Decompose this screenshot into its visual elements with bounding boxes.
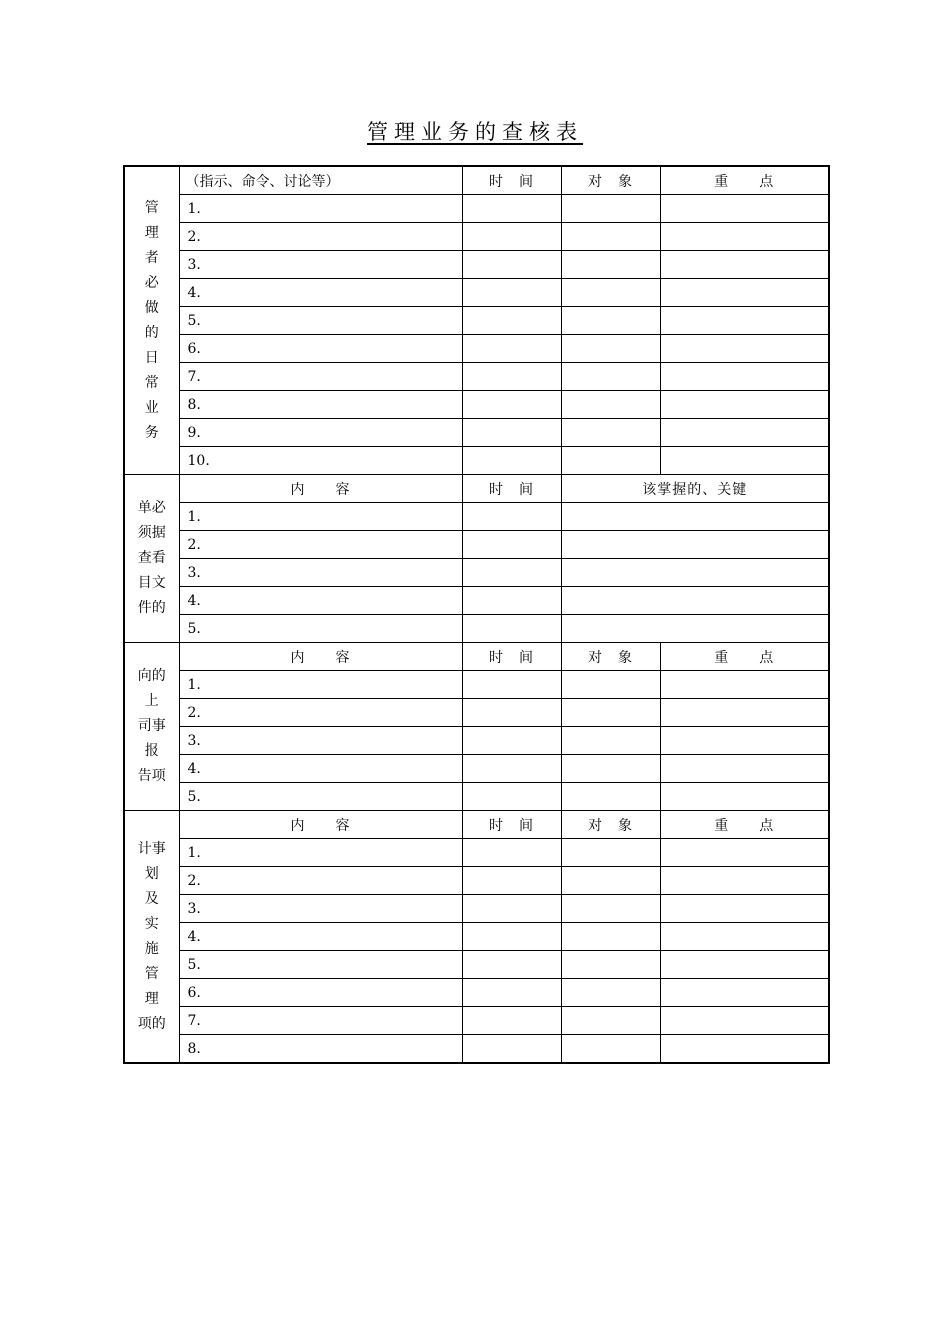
section-label-line: 日 <box>144 349 159 366</box>
table-row <box>124 839 829 867</box>
section-label-line: 者 <box>144 249 159 266</box>
target-cell[interactable] <box>561 727 660 755</box>
key-points-cell[interactable] <box>660 671 829 699</box>
target-cell[interactable] <box>561 363 660 391</box>
table-row <box>124 391 829 419</box>
table-row <box>124 1007 829 1035</box>
time-cell[interactable] <box>462 895 561 923</box>
target-cell[interactable] <box>561 1035 660 1064</box>
target-cell[interactable] <box>561 335 660 363</box>
target-cell[interactable] <box>561 895 660 923</box>
section-label-line: 及 <box>144 890 159 907</box>
time-cell[interactable] <box>462 783 561 811</box>
time-cell[interactable] <box>462 615 561 643</box>
time-cell[interactable] <box>462 335 561 363</box>
header-time: 时 间 <box>462 643 561 671</box>
time-cell[interactable] <box>462 727 561 755</box>
row-number[interactable]: 4. <box>179 755 462 783</box>
time-cell[interactable] <box>462 419 561 447</box>
row-number[interactable]: 1. <box>179 839 462 867</box>
table-row <box>124 783 829 811</box>
section-header-row <box>124 811 829 839</box>
row-number[interactable]: 2. <box>179 867 462 895</box>
key-points-cell[interactable] <box>561 587 829 615</box>
table-row <box>124 587 829 615</box>
key-points-cell[interactable] <box>660 895 829 923</box>
target-cell[interactable] <box>561 419 660 447</box>
section-label <box>124 643 179 811</box>
row-number[interactable]: 6. <box>179 335 462 363</box>
section-header-row <box>124 475 829 503</box>
row-number[interactable]: 2. <box>179 531 462 559</box>
target-cell[interactable] <box>561 447 660 475</box>
row-number[interactable]: 7. <box>179 363 462 391</box>
row-number[interactable]: 5. <box>179 783 462 811</box>
time-cell[interactable] <box>462 1035 561 1064</box>
section-label-line: 理 <box>144 224 159 241</box>
section-label-line: 计事 <box>137 840 166 857</box>
target-cell[interactable] <box>561 279 660 307</box>
section-label-line: 须据 <box>137 525 166 541</box>
section-label-line: 必 <box>144 274 159 291</box>
row-number[interactable]: 10. <box>179 447 462 475</box>
target-cell[interactable] <box>561 923 660 951</box>
row-number[interactable]: 5. <box>179 615 462 643</box>
section-label <box>124 166 179 475</box>
key-points-cell[interactable] <box>561 559 829 587</box>
section-label-line: 告项 <box>137 768 166 784</box>
table-row <box>124 727 829 755</box>
section-label-line: 施 <box>144 940 159 957</box>
table-row <box>124 895 829 923</box>
table-row <box>124 559 829 587</box>
target-cell[interactable] <box>561 251 660 279</box>
table-row <box>124 699 829 727</box>
section-label-line: 常 <box>144 374 159 391</box>
table-row <box>124 251 829 279</box>
key-points-cell[interactable] <box>660 419 829 447</box>
target-cell[interactable] <box>561 783 660 811</box>
key-points-cell[interactable] <box>660 727 829 755</box>
row-number[interactable]: 5. <box>179 307 462 335</box>
section-label-line: 业 <box>144 399 159 416</box>
row-number[interactable]: 5. <box>179 951 462 979</box>
header-time: 时 间 <box>462 811 561 839</box>
key-points-cell[interactable] <box>561 531 829 559</box>
section-label-line: 划 <box>144 865 159 882</box>
key-points-cell[interactable] <box>660 195 829 223</box>
section-label-line: 实 <box>144 915 159 932</box>
header-content: 内 容 <box>179 643 462 671</box>
header-key-points: 重 点 <box>660 166 829 195</box>
row-number[interactable]: 6. <box>179 979 462 1007</box>
table-row <box>124 363 829 391</box>
time-cell[interactable] <box>462 223 561 251</box>
time-cell[interactable] <box>462 587 561 615</box>
table-row <box>124 279 829 307</box>
key-points-cell[interactable] <box>660 251 829 279</box>
time-cell[interactable] <box>462 251 561 279</box>
section-label-line: 理 <box>144 990 159 1007</box>
table-row <box>124 531 829 559</box>
section-label-line: 做 <box>144 299 159 316</box>
table-row <box>124 755 829 783</box>
table-row <box>124 923 829 951</box>
key-points-cell[interactable] <box>660 979 829 1007</box>
time-cell[interactable] <box>462 979 561 1007</box>
row-number[interactable]: 3. <box>179 727 462 755</box>
row-number[interactable]: 1. <box>179 503 462 531</box>
section-label-line: 的 <box>144 324 159 341</box>
key-points-cell[interactable] <box>660 1035 829 1064</box>
time-cell[interactable] <box>462 867 561 895</box>
table-row <box>124 1035 829 1064</box>
header-time: 时 间 <box>462 475 561 503</box>
header-target: 对 象 <box>561 643 660 671</box>
table-row <box>124 979 829 1007</box>
time-cell[interactable] <box>462 755 561 783</box>
section-label-line: 向的 <box>137 668 166 684</box>
section-label-line: 单必 <box>137 500 166 516</box>
time-cell[interactable] <box>462 363 561 391</box>
table-row <box>124 671 829 699</box>
table-row <box>124 223 829 251</box>
time-cell[interactable] <box>462 699 561 727</box>
section-label <box>124 811 179 1064</box>
key-points-cell[interactable] <box>660 951 829 979</box>
time-cell[interactable] <box>462 951 561 979</box>
section-label <box>124 475 179 643</box>
header-key-points: 该掌握的、关键 <box>561 475 829 503</box>
table-row <box>124 335 829 363</box>
time-cell[interactable] <box>462 195 561 223</box>
key-points-cell[interactable] <box>660 783 829 811</box>
header-time: 时 间 <box>462 166 561 195</box>
time-cell[interactable] <box>462 1007 561 1035</box>
target-cell[interactable] <box>561 195 660 223</box>
header-content: 内 容 <box>179 811 462 839</box>
row-number[interactable]: 9. <box>179 419 462 447</box>
table-row <box>124 615 829 643</box>
table-row <box>124 951 829 979</box>
key-points-cell[interactable] <box>660 447 829 475</box>
table-row <box>124 867 829 895</box>
key-points-cell[interactable] <box>660 391 829 419</box>
time-cell[interactable] <box>462 279 561 307</box>
key-points-cell[interactable] <box>561 503 829 531</box>
table-row <box>124 307 829 335</box>
time-cell[interactable] <box>462 391 561 419</box>
row-number[interactable]: 2. <box>179 699 462 727</box>
key-points-cell[interactable] <box>660 223 829 251</box>
row-number[interactable]: 3. <box>179 559 462 587</box>
target-cell[interactable] <box>561 951 660 979</box>
time-cell[interactable] <box>462 923 561 951</box>
section-label-line: 件的 <box>137 600 166 616</box>
header-content: （指示、命令、讨论等） <box>179 166 462 195</box>
row-number[interactable]: 4. <box>179 587 462 615</box>
time-cell[interactable] <box>462 447 561 475</box>
row-number[interactable]: 4. <box>179 923 462 951</box>
key-points-cell[interactable] <box>660 307 829 335</box>
table-row <box>124 447 829 475</box>
header-key-points: 重 点 <box>660 811 829 839</box>
audit-table <box>123 165 830 1064</box>
section-label-line: 管 <box>144 965 159 982</box>
target-cell[interactable] <box>561 979 660 1007</box>
time-cell[interactable] <box>462 559 561 587</box>
section-label-line: 司事 <box>137 718 166 734</box>
row-number[interactable]: 2. <box>179 223 462 251</box>
section-label-line: 报 <box>144 743 159 759</box>
target-cell[interactable] <box>561 755 660 783</box>
section-label-line: 上 <box>144 693 159 709</box>
time-cell[interactable] <box>462 839 561 867</box>
key-points-cell[interactable] <box>660 335 829 363</box>
target-cell[interactable] <box>561 867 660 895</box>
table-row <box>124 419 829 447</box>
key-points-cell[interactable] <box>660 1007 829 1035</box>
section-label-line: 查看 <box>137 550 166 566</box>
key-points-cell[interactable] <box>660 839 829 867</box>
key-points-cell[interactable] <box>660 867 829 895</box>
row-number[interactable]: 3. <box>179 251 462 279</box>
target-cell[interactable] <box>561 1007 660 1035</box>
key-points-cell[interactable] <box>660 755 829 783</box>
target-cell[interactable] <box>561 223 660 251</box>
header-key-points: 重 点 <box>660 643 829 671</box>
time-cell[interactable] <box>462 671 561 699</box>
key-points-cell[interactable] <box>660 699 829 727</box>
key-points-cell[interactable] <box>660 923 829 951</box>
row-number[interactable]: 1. <box>179 671 462 699</box>
row-number[interactable]: 7. <box>179 1007 462 1035</box>
row-number[interactable]: 4. <box>179 279 462 307</box>
target-cell[interactable] <box>561 699 660 727</box>
time-cell[interactable] <box>462 503 561 531</box>
section-label-line: 目文 <box>137 575 166 591</box>
row-number[interactable]: 8. <box>179 1035 462 1064</box>
section-header-row <box>124 166 829 195</box>
row-number[interactable]: 8. <box>179 391 462 419</box>
row-number[interactable]: 1. <box>179 195 462 223</box>
target-cell[interactable] <box>561 307 660 335</box>
target-cell[interactable] <box>561 839 660 867</box>
section-label-line: 项的 <box>137 1015 166 1032</box>
row-number[interactable]: 3. <box>179 895 462 923</box>
header-target: 对 象 <box>561 166 660 195</box>
target-cell[interactable] <box>561 671 660 699</box>
header-content: 内 容 <box>179 475 462 503</box>
key-points-cell[interactable] <box>660 363 829 391</box>
page-title: 管理业务的查核表 <box>367 120 583 144</box>
section-label-line: 管 <box>144 199 159 216</box>
section-label-line: 务 <box>144 424 159 441</box>
table-row <box>124 503 829 531</box>
time-cell[interactable] <box>462 307 561 335</box>
target-cell[interactable] <box>561 391 660 419</box>
section-header-row <box>124 643 829 671</box>
header-target: 对 象 <box>561 811 660 839</box>
table-row <box>124 195 829 223</box>
key-points-cell[interactable] <box>561 615 829 643</box>
key-points-cell[interactable] <box>660 279 829 307</box>
time-cell[interactable] <box>462 531 561 559</box>
